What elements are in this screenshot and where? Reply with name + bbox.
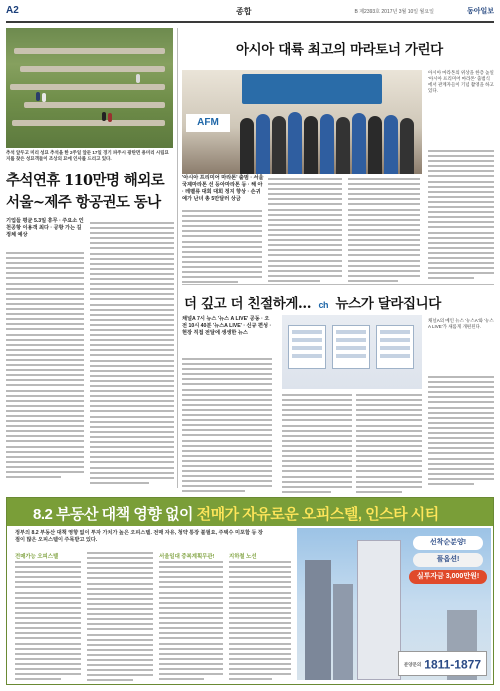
ad-subhead: 서울일대 중복계획무관!: [159, 554, 215, 560]
ad-body: [87, 552, 153, 684]
building-rendering: [297, 528, 491, 680]
afm-logo: AFM: [186, 114, 230, 132]
article-body: [90, 222, 174, 487]
advertisement[interactable]: [6, 497, 494, 685]
article-body: [6, 252, 84, 481]
ad-phone[interactable]: 분양문의 1811-1877: [398, 651, 487, 676]
article-body: [428, 376, 494, 488]
ad-intro: 정부의 8.2 부동산 대책 영향 없이 투자 가치가 높은 오피스텔. 전매 자유, 청약 통장 불필요, 주택수 미포함 등 장점이 많은 오피스텔이 주목받고 있다.: [15, 530, 263, 543]
article-body: [282, 394, 352, 496]
ad-body: [229, 561, 291, 683]
section-divider: [182, 284, 494, 285]
ad-body: [15, 561, 81, 683]
article-body: [182, 358, 272, 496]
article-body: [348, 178, 420, 285]
headline: 추석연휴 110만명 해외로 서울~제주 항공권도 동나: [6, 172, 165, 211]
article-body: [428, 150, 494, 282]
article-body: [182, 210, 262, 286]
ad-body: [159, 561, 223, 683]
ad-badge: 풀옵션!: [413, 553, 483, 567]
subheadline: '아시아 프리미어 마라톤' 출범 · 서울국제마라톤 선 등아마라톤 등 · 해 아 · 레벨류 대회 대회 정지 향상 · 손귀 예가 난녀 총 5만달러 상금: [182, 175, 264, 202]
column-divider: [177, 28, 178, 488]
headline: 아시아 대륙 최고의 마라토너 가린다: [236, 42, 443, 58]
cemetery-photo: [6, 28, 173, 148]
ad-subhead: 지하철 노선: [229, 554, 257, 560]
page-number: A2: [6, 5, 19, 16]
subheadline: 채널A 7시 뉴스 '뉴스 A LIVE' 공동 · 오전 10시 40분 '뉴스A LIVE' · 신규 편성 · 현장 직접 전달에 생생한 뉴스: [182, 316, 272, 336]
ad-banner: 8.2 부동산 대책 영향 없이 전매가 자유로운 오피스텔, 인스타 시티: [7, 498, 493, 526]
section-label: 종합: [236, 7, 252, 16]
headline: 더 깊고 더 친절하게… ch 뉴스가 달라집니다: [184, 296, 441, 312]
subheadline: 기업들 평균 5.3일 휴무 · 주요소 인천공항 이용객 최다 · 공항 가는 길 정체 예상: [6, 218, 84, 238]
ad-badge: 실투자금 3,000만원!: [409, 570, 487, 584]
page-header: [6, 5, 494, 23]
ad-subhead: 전매가능 오피스텔: [15, 554, 59, 560]
photo-caption: 채널A의 메인 뉴스 '뉴스A'와 '뉴스A LIVE'가 새롭게 개편된다.: [428, 318, 494, 329]
photo-caption: 추석 앞두고 미리 성묘 추석을 한 2주일 앞둔 17일 경기 파주시 광탄면 용미리 시립묘지를 찾은 성묘객들이 조상의 묘에 인사를 드리고 있다.: [6, 150, 169, 161]
article-body: [268, 178, 342, 285]
article-body: [356, 394, 422, 496]
marathon-photo: [182, 70, 422, 174]
ad-badge: 선착순분양!: [413, 536, 483, 550]
photo-caption: 아시아 마라톤의 위상을 한층 높일 '아시아 프리미어 마라톤' 출범식에서 관계자들이 기념 촬영을 하고 있다.: [428, 70, 494, 93]
newspaper-logo: 동아일보: [466, 8, 494, 15]
issue-date: B 제2393호 2017년 3월 10일 월요일: [354, 9, 434, 15]
news-screenshots: [282, 315, 422, 389]
